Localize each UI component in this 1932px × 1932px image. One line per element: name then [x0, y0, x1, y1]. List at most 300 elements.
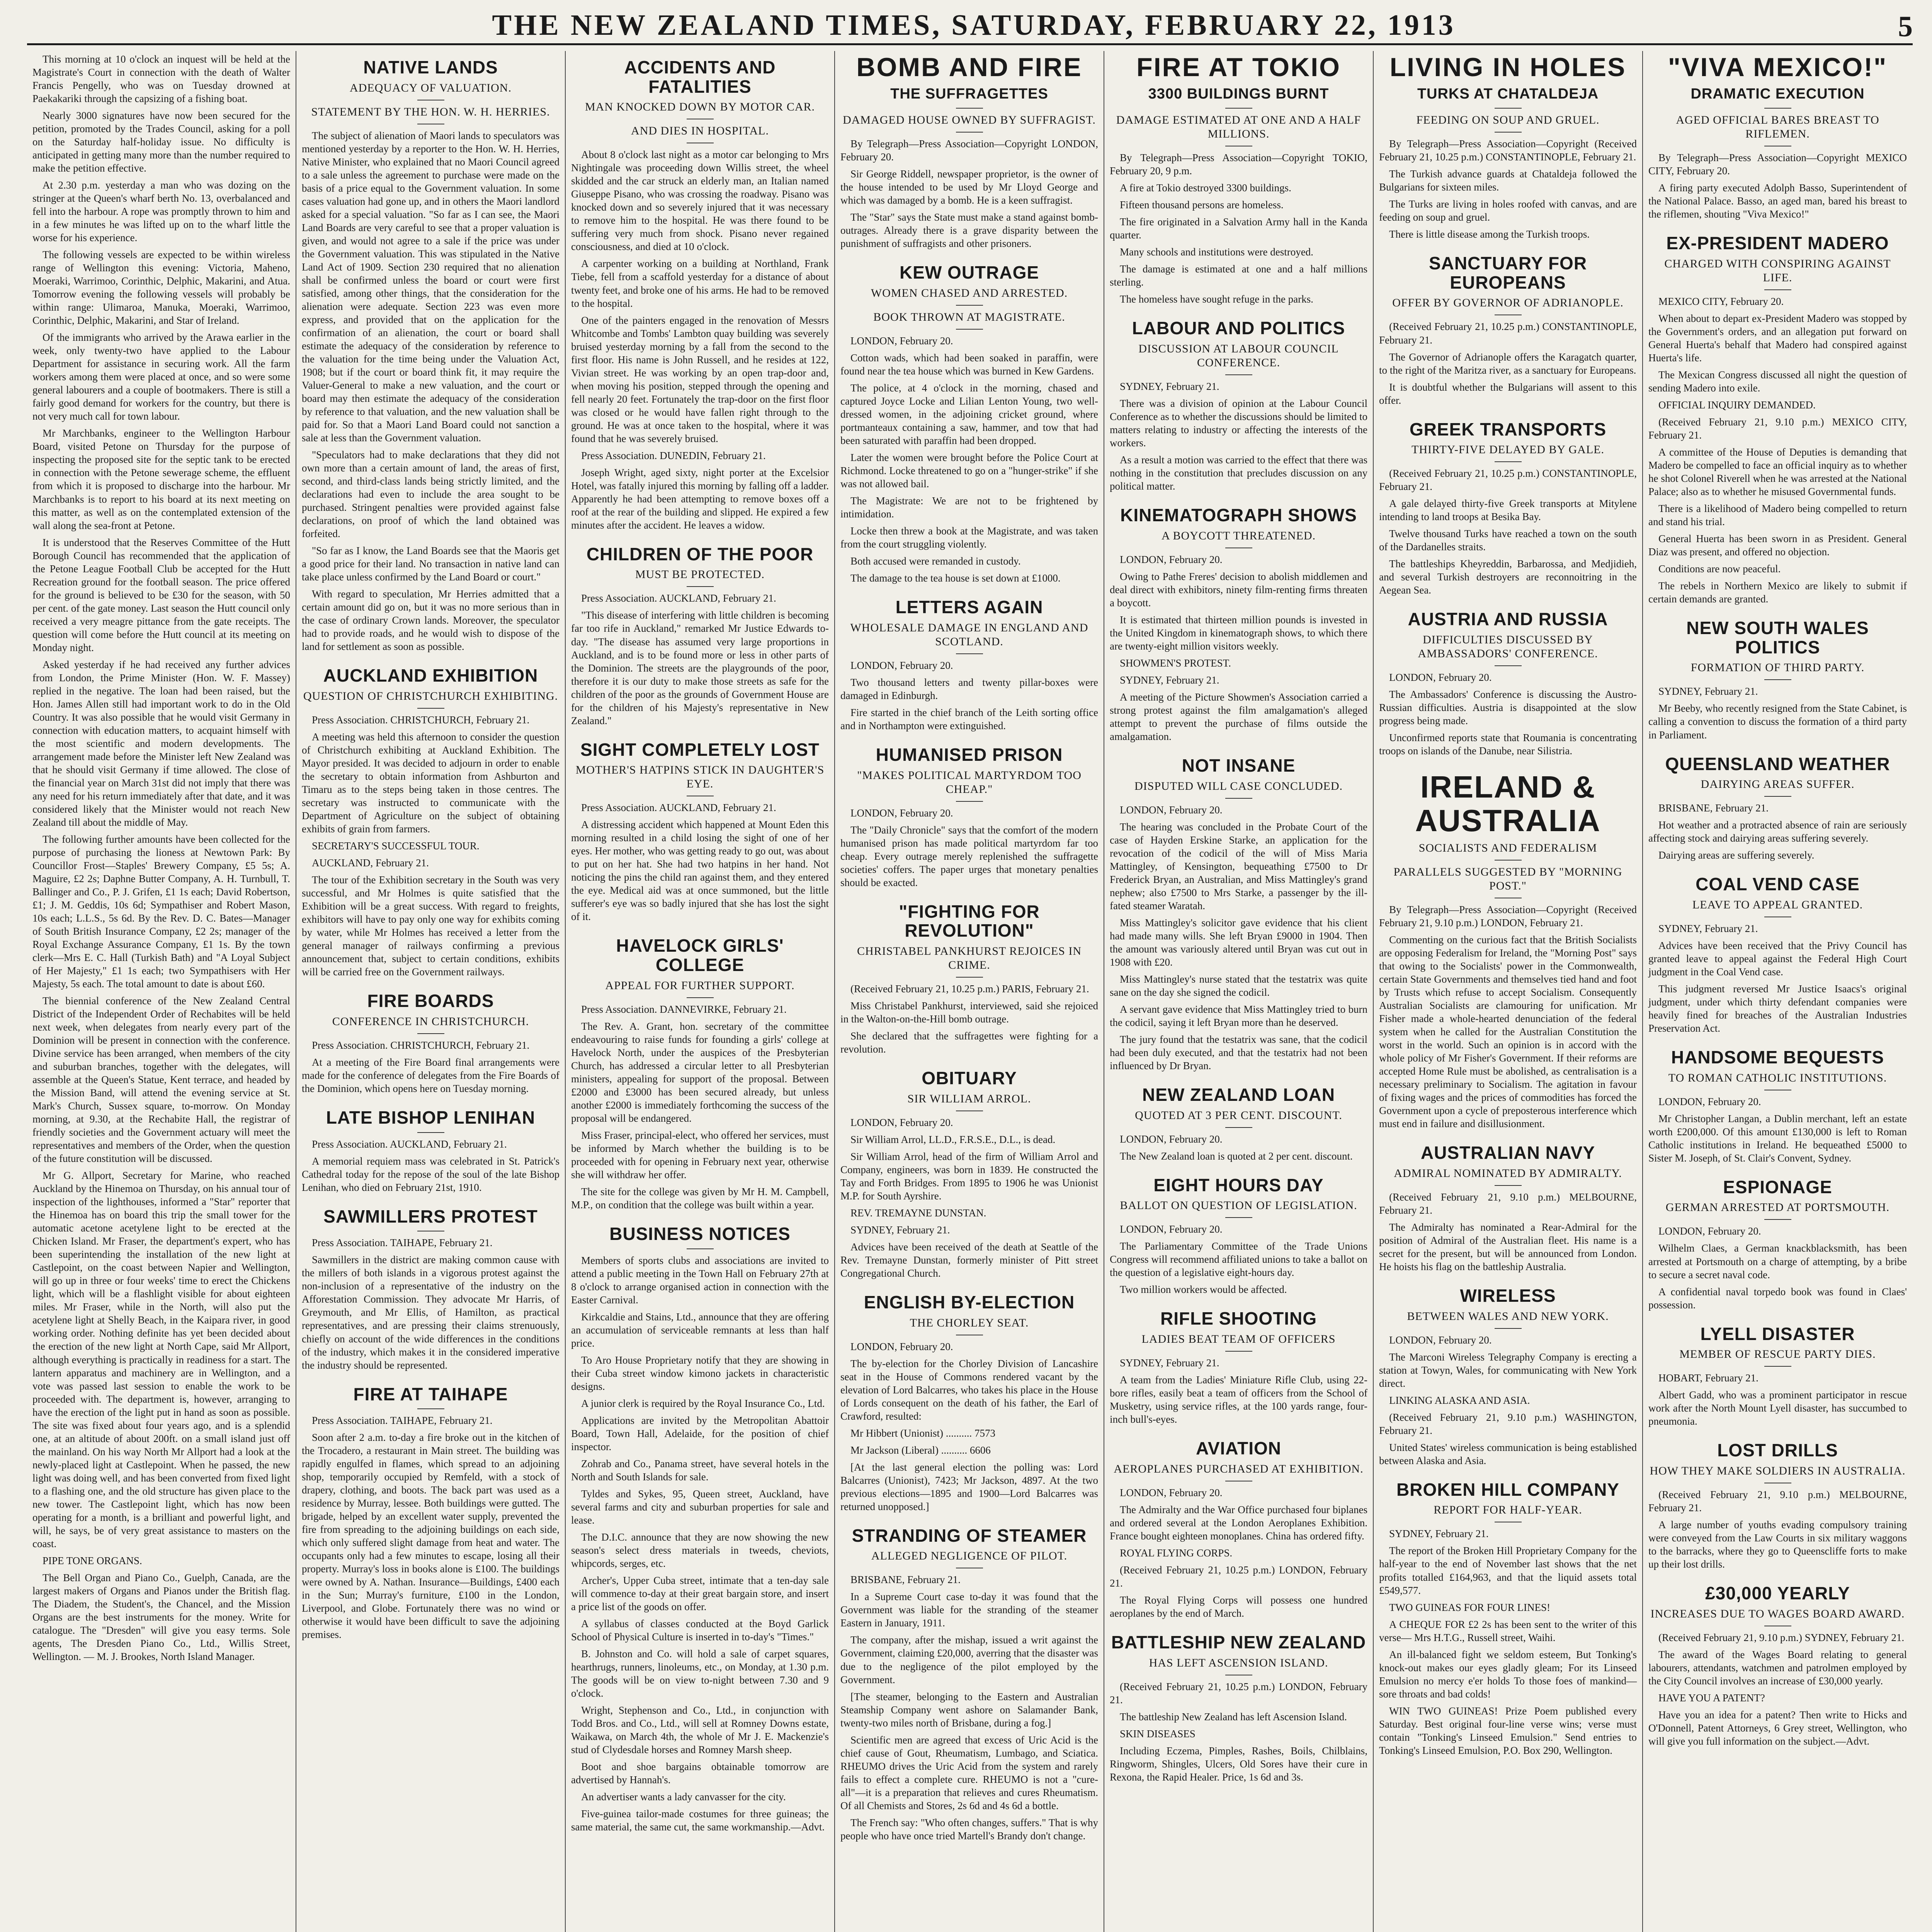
subheadline: DRAMATIC EXECUTION	[1690, 86, 1865, 102]
subheadline: BETWEEN WALES AND NEW YORK.	[1407, 1310, 1609, 1323]
article-paragraph: The damage is estimated at one and a half millions sterling.	[1110, 263, 1367, 288]
article-paragraph: Press Association. DUNEDIN, February 21.	[581, 449, 766, 461]
article-paragraph: Press Association. AUCKLAND, February 21.	[581, 802, 776, 814]
headline: ESPIONAGE	[1723, 1177, 1832, 1197]
subheadline: MAN KNOCKED DOWN BY MOTOR CAR.	[585, 100, 815, 114]
article-paragraph: Mr G. Allport, Secretary for Marine, who reached Auckland by the Hinemoa on Thursday, on his annual tour of inspection of the lighthouses, informed a "Star" reporter that the Hinemoa has on board this trip the small tower for the automatic acetone acetylene light to be erected at the Chicken Island. Mr Fraser, the department's expert, who has been superintending the installation of the new light at Castlepoint, on the coast between Napier and Wellington, will go up in three or four weeks' time to erect the Chickens light, which will be a flashlight visible for about eighteen miles. Mr Fraser, while in the North, will also put the acetylene light at Shelly Beach, in the Kaipara river, in good working order. Nothing definite has yet been decided about the erection of the new light at North Cape, said Mr Allport, although everything is practically in readiness for a start. The lantern apparatus and machinery are in Wellington, and a vote was passed last session to enable the work to be proceeded with. The department is, however, arranging to have the erection of the light put in hand as soon as possible. The site was fixed about four years ago, and is a splendid one, at an altitude of about 200ft. on a small island just off the mainland. On his way North Mr Allport had a look at the newly-placed light at Castlepoint. When he passed, the new light was doing well, and has been converted from fixed light to a flashing one, and the old structure has given place to the new tower. The Castlepoint light, which has now been operating for a month, is a brilliant and powerful light, and will, he says, be of very great assistance to masters on the coast.	[32, 1170, 290, 1549]
article-paragraph: (Received February 21, 9.10 p.m.) MELBOURNE, February 21.	[1379, 1191, 1637, 1216]
article	[1110, 319, 1367, 493]
article-paragraph: Mr Hibbert (Unionist) .......... 7573	[850, 1427, 995, 1439]
article	[571, 545, 829, 727]
article-paragraph: A confidential naval torpedo book was found in Claes' possession.	[1648, 1286, 1907, 1311]
article-paragraph: Cotton wads, which had been soaked in paraffin, were found near the tea house which was burned in Kew Gardens.	[840, 352, 1098, 377]
page-number: 5	[1898, 10, 1913, 43]
article-paragraph: Including Eczema, Pimples, Rashes, Boils, Chilblains, Ringworm, Shingles, Ulcers, Old Sores have their cure in Rexona, the Rapid Healer. Price, 1s 6d and 3s.	[1110, 1745, 1367, 1783]
article-paragraph: Sir George Riddell, newspaper proprietor, is the owner of the house intended to be used by Mr Lloyd George and which was damaged by a bomb. He is a keen suffragist.	[840, 168, 1098, 206]
subheadline: FORMATION OF THIRD PARTY.	[1690, 661, 1865, 674]
subheadline: FEEDING ON SOUP AND GRUEL.	[1416, 114, 1600, 127]
headline: LOST DRILLS	[1717, 1440, 1838, 1461]
headline: BUSINESS NOTICES	[609, 1224, 791, 1244]
article-paragraph: HOBART, February 21.	[1658, 1372, 1759, 1384]
article-paragraph: Sawmillers in the district are making common cause with the millers of both islands in a vigorous protest against the non-inclusion of a representative of the industry on the Afforestation Commission. They advocate Mr Harris, of Greymouth, and Mr Ellis, of Hamilton, as practical representatives, and are pressing their claims strenuously, chiefly on account of the wide differences in the conditions of the industry, which makes it in the considered imperative the industry should be represented.	[302, 1254, 560, 1371]
subheadline: OFFER BY GOVERNOR OF ADRIANOPLE.	[1392, 296, 1624, 310]
article-paragraph: Mr Christopher Langan, a Dublin merchant, left an estate worth £200,000. Of this amount £130,000 is left to Roman Catholic institutions in Ireland. He bequeathed £5000 to Sister M. Joseph, of St. Clair's Convent, Sydney.	[1648, 1112, 1907, 1164]
headline-rule	[956, 977, 983, 978]
headline-rule	[1495, 1185, 1522, 1186]
article-paragraph: The rebels in Northern Mexico are likely to submit if certain demands are granted.	[1648, 580, 1907, 605]
headline: NATIVE LANDS	[363, 57, 498, 77]
article-paragraph: A CHEQUE FOR £2 2s has been sent to the writer of this verse— Mrs H.T.G., Russell street, Waihi.	[1379, 1618, 1637, 1643]
column-1	[27, 51, 296, 1932]
article-paragraph: WIN TWO GUINEAS! Prize Poem published every Saturday. Best original four-line verse wins; verse must contain "Tonking's Linseed Emulsion." Send entries to Tonking's Linseed Emulsion, P.O. Box 290, Wellington.	[1379, 1705, 1637, 1756]
subheadline: APPEAL FOR FURTHER SUPPORT.	[605, 979, 795, 992]
article-paragraph: A distressing accident which happened at Mount Eden this morning resulted in a child losing the sight of one of her eyes. Her mother, who was getting ready to go out, was about to put on her hat. She had two hatpins in her hand. Not noticing the pins the child ran against them, and they entered the eye. Medical aid was at once summoned, but the little sufferer's eye was so badly injured that she has lost the sight of it.	[571, 819, 829, 923]
article-paragraph: The "Star" says the State must make a stand against bomb-outrages. Already there is a grave disparity between the punishment of suffragists and other prisoners.	[840, 211, 1098, 250]
subheadline: MEMBER OF RESCUE PARTY DIES.	[1679, 1348, 1876, 1361]
headline-rule	[1225, 1217, 1252, 1218]
article	[1110, 1439, 1367, 1620]
article	[571, 936, 829, 1211]
article-paragraph: Hot weather and a protracted absence of rain are seriously affecting stock and dairying areas suffering severely.	[1648, 819, 1907, 844]
article-paragraph: Miss Fraser, principal-elect, who offered her services, must be informed by March whether the building is to be proceeded with for opening in February next year, otherwise she will withdraw her offer.	[571, 1129, 829, 1180]
article-paragraph: SYDNEY, February 21.	[1120, 674, 1219, 686]
headline-rule	[1764, 796, 1791, 797]
article-paragraph: Fire started in the chief branch of the Leith sorting office and in Northampton were extinguished.	[840, 706, 1098, 731]
article-paragraph: A syllabus of classes conducted at the Boyd Garlick School of Physical Culture is inserted in to-day's "Times."	[571, 1618, 829, 1643]
headline-rule	[417, 1033, 444, 1034]
article-paragraph: BRISBANE, February 21.	[850, 1574, 961, 1586]
article	[840, 902, 1098, 1056]
article-paragraph: The award of the Wages Board relating to general labourers, attendants, watchmen and patrolmen employed by the City Council involves an increase of £30,000 yearly.	[1648, 1648, 1907, 1687]
subheadline: SOCIALISTS AND FEDERALISM	[1418, 841, 1597, 854]
article-paragraph: Members of sports clubs and associations are invited to attend a public meeting in the Town Hall on February 27th at 8 o'clock to arrange organised action in connection with the Easter Carnival.	[571, 1254, 829, 1306]
article-paragraph: The following vessels are expected to be within wireless range of Wellington this evening: Victoria, Maheno, Moeraki, Warrimoo, Corinthic, Delphic, Makarini, and Atua. Tomorrow evening the following vessels will probably be within range: Ulimaroa, Manuka, Moeraki, Warrimoo, Corinthic, Delphic, Makarini, and Star of Ireland.	[32, 249, 290, 327]
article	[1379, 53, 1637, 241]
article	[302, 1385, 560, 1641]
article-paragraph: (Received February 21, 9.10 p.m.) SYDNEY, February 21.	[1658, 1631, 1905, 1643]
article-paragraph: Applications are invited by the Metropolitan Abattoir Board, Town Hall, Adelaide, for the position of chief inspector.	[571, 1414, 829, 1452]
article	[302, 992, 560, 1095]
subheadline: QUOTED AT 3 PER CENT. DISCOUNT.	[1135, 1109, 1342, 1122]
article-paragraph: The site for the college was given by Mr H. M. Campbell, M.P., on condition that the college was built within a year.	[571, 1185, 829, 1211]
article-paragraph: The Marconi Wireless Telegraphy Company is erecting a station at Towyn, Wales, for communicating with New York direct.	[1379, 1351, 1637, 1389]
subheadline: REPORT FOR HALF-YEAR.	[1434, 1503, 1582, 1517]
headline: LYELL DISASTER	[1700, 1323, 1855, 1344]
headline: £30,000 YEARLY	[1705, 1583, 1850, 1604]
column-5	[1104, 51, 1374, 1932]
article-paragraph: "Speculators had to make declarations that they did not own more than a certain amount of land, the areas of first, second, and third-class lands being strictly limited, and the declarations had even to include the area sought to be purchased. Stringent penalties were provided against false declarations, on proof of which the land obtained was forfeited.	[302, 449, 560, 540]
subheadline: DISCUSSION AT LABOUR COUNCIL CONFERENCE.	[1138, 342, 1339, 369]
article-paragraph: The jury found that the testatrix was sane, that the codicil had been duly executed, and that the testatrix had not been influenced by Dr Bryan.	[1110, 1033, 1367, 1071]
article	[1379, 254, 1637, 406]
article	[302, 1108, 560, 1194]
subheadline: A BOYCOTT THREATENED.	[1161, 529, 1316, 542]
article	[1110, 1176, 1367, 1296]
headline-rule	[417, 1408, 444, 1409]
article-paragraph: LONDON, February 20.	[850, 807, 953, 819]
headline: STRANDING OF STEAMER	[852, 1525, 1087, 1546]
subheadline: "MAKES POLITICAL MARTYRDOM TOO CHEAP."	[857, 769, 1082, 796]
subheadline: ADMIRAL NOMINATED BY ADMIRALTY.	[1394, 1167, 1622, 1180]
article-paragraph: The Parliamentary Committee of the Trade Unions Congress will recommend affiliated unions to take a ballot on the question of a legislative eight-hours day.	[1110, 1240, 1367, 1279]
article	[302, 1207, 560, 1372]
article	[32, 53, 290, 1663]
article-paragraph: Later the women were brought before the Police Court at Richmond. Locke threatened to go on a "hunger-strike" if she was not allowed bail.	[840, 451, 1098, 490]
article-paragraph: The damage to the tea house is set down at £1000.	[850, 572, 1061, 584]
subheadline: CONFERENCE IN CHRISTCHURCH.	[332, 1015, 529, 1028]
article-paragraph: With regard to speculation, Mr Herries admitted that a certain amount did go on, but it was no more serious than in the case of ordinary Crown lands. Moreover, the speculator had to provide roads, and he would wish to dispose of the land for settlement as soon as possible.	[302, 588, 560, 653]
article	[1379, 420, 1637, 597]
article-paragraph: Wilhelm Claes, a German knackblacksmith, has been arrested at Portsmouth on a charge of attempting, by a bribe to secure a secret naval code.	[1648, 1242, 1907, 1281]
article-paragraph: The Admiralty and the War Office purchased four biplanes and ordered several at the London Aeroplanes Exhibition. France bought eighteen monoplanes. China has ordered fifty.	[1110, 1503, 1367, 1542]
headline: LIVING IN HOLES	[1389, 53, 1626, 82]
headline: KEW OUTRAGE	[899, 262, 1039, 283]
subheadline: DAMAGE ESTIMATED AT ONE AND A HALF MILLIONS.	[1116, 114, 1361, 141]
subheadline: WHOLESALE DAMAGE IN ENGLAND AND SCOTLAND.	[850, 621, 1088, 648]
article-paragraph: (Received February 21, 9.10 p.m.) MELBOURNE, February 21.	[1648, 1488, 1907, 1514]
article	[1379, 610, 1637, 757]
article-paragraph: Joseph Wright, aged sixty, night porter at the Excelsior Hotel, was fatally injured this morning by falling off a ladder. Apparently he had been attempting to remove boxes off a roof at the rear of the building and slipped. He expired a few minutes after the accident. He leaves a widow.	[571, 466, 829, 531]
headline: SIGHT COMPLETELY LOST	[580, 739, 820, 760]
article	[1110, 53, 1367, 306]
article-paragraph: By Telegraph—Press Association—Copyright (Received February 21, 10.25 p.m.) CONSTANTINOPLE, February 21.	[1379, 138, 1637, 163]
headline-rule	[1495, 132, 1522, 133]
article-paragraph: The Mexican Congress discussed all night the question of sending Madero into exile.	[1648, 369, 1907, 394]
article-paragraph: SYDNEY, February 21.	[1658, 685, 1758, 697]
sub-divider	[1495, 108, 1522, 109]
subheadline: QUESTION OF CHRISTCHURCH EXHIBITING.	[303, 689, 558, 702]
headline: QUEENSLAND WEATHER	[1665, 753, 1890, 774]
headline: HANDSOME BEQUESTS	[1671, 1047, 1884, 1068]
article-paragraph: One of the painters engaged in the renovation of Messrs Whitcombe and Tombs' Lambton quay building was severely bruised yesterday morning by a fall from the second to the first floor. His name is John Russell, and he resides at 122, Vivian street. He was working by an open trap-door and, when moving his position, stepped through the opening and fell nearly 20 feet. Fortunately the trap-door on the first floor was closed or he would have fallen right through to the ground. He was at once taken to the hospital, where it was found that he was severely bruised.	[571, 314, 829, 444]
subheadline: TURKS AT CHATALDEJA	[1417, 86, 1599, 102]
headline-rule	[1495, 665, 1522, 666]
headline: BROKEN HILL COMPANY	[1396, 1479, 1619, 1500]
subheadline: THE CHORLEY SEAT.	[910, 1316, 1029, 1329]
article-paragraph: A carpenter working on a building at Northland, Frank Tiebe, fell from a scaffold yesterday for a distance of about twenty feet, and broke one of his arms. He had to be removed to the hospital.	[571, 258, 829, 309]
article-paragraph: There is a likelihood of Madero being compelled to return and stand his trial.	[1648, 503, 1907, 528]
article-paragraph: The report of the Broken Hill Proprietary Company for the half-year to the end of November last shows that the net profits totalled £164,963, and that the liquid assets total £549,577.	[1379, 1545, 1637, 1596]
article-paragraph: (Received February 21, 9.10 p.m.) WASHINGTON, February 21.	[1379, 1411, 1637, 1436]
article-paragraph: (Received February 21, 10.25 p.m.) CONSTANTINOPLE, February 21.	[1379, 468, 1637, 493]
article-paragraph: SYDNEY, February 21.	[1658, 922, 1758, 934]
article-paragraph: The police, at 4 o'clock in the morning, chased and captured Joyce Locke and Lilian Lenton Young, two well-dressed women, in the adjoining cricket ground, where portmanteaux containing a saw, hammer, and tow that had been saturated with paraffin had been dropped.	[840, 382, 1098, 446]
headline-rule	[417, 1132, 444, 1133]
article	[571, 58, 829, 532]
article	[1648, 1178, 1907, 1311]
article-paragraph: LONDON, February 20.	[850, 659, 953, 671]
subheadline: AEROPLANES PURCHASED AT EXHIBITION.	[1114, 1462, 1364, 1475]
subheadline: INCREASES DUE TO WAGES BOARD AWARD.	[1650, 1607, 1905, 1620]
article-paragraph: MEXICO CITY, February 20.	[1658, 295, 1784, 307]
article-paragraph: (Received February 21, 10.25 p.m.) PARIS, February 21.	[850, 983, 1089, 995]
article-paragraph: LONDON, February 20.	[1658, 1225, 1761, 1237]
subheadline: ALLEGED NEGLIGENCE OF PILOT.	[871, 1549, 1068, 1563]
article-paragraph: LONDON, February 20.	[1658, 1095, 1761, 1107]
article-paragraph: The New Zealand loan is quoted at 2 per cent. discount.	[1120, 1150, 1353, 1162]
article	[840, 53, 1098, 250]
article-paragraph: LONDON, February 20.	[1120, 1223, 1223, 1235]
article-paragraph: (Received February 21, 10.25 p.m.) CONSTANTINOPLE, February 21.	[1379, 321, 1637, 346]
headline: ENGLISH BY-ELECTION	[864, 1292, 1075, 1312]
article-paragraph: SYDNEY, February 21.	[850, 1224, 950, 1236]
article-paragraph: A junior clerk is required by the Royal Insurance Co., Ltd.	[581, 1397, 825, 1409]
headline: LATE BISHOP LENIHAN	[326, 1107, 536, 1128]
subheadline: LEAVE TO APPEAL GRANTED.	[1692, 898, 1863, 911]
column-2	[296, 51, 566, 1932]
headline: AVIATION	[1196, 1438, 1281, 1459]
headline-rule	[956, 653, 983, 654]
article	[1110, 756, 1367, 1072]
article-paragraph: LONDON, February 20.	[1120, 804, 1223, 816]
article-paragraph: A memorial requiem mass was celebrated in St. Patrick's Cathedral today for the repose of the soul of the late Bishop Lenihan, who died on February 21st, 1910.	[302, 1155, 560, 1193]
article-paragraph: A gale delayed thirty-five Greek transports at Mitylene intending to land troops at Besika Bay.	[1379, 498, 1637, 523]
article-paragraph: SYDNEY, February 21.	[1120, 380, 1219, 392]
subheadline: HAS LEFT ASCENSION ISLAND.	[1149, 1656, 1328, 1669]
article-paragraph: The battleships Kheyreddin, Barbarossa, and Medjidieh, and several Turkish destroyers are reconnoitring in the Aegean Sea.	[1379, 558, 1637, 596]
article	[1648, 755, 1907, 862]
headline: IRELAND & AUSTRALIA	[1415, 770, 1601, 838]
headline-rule	[687, 586, 714, 587]
subheadline: DAIRYING AREAS SUFFER.	[1701, 778, 1855, 791]
article	[1648, 1325, 1907, 1428]
article-paragraph: A fire at Tokio destroyed 3300 buildings.	[1120, 182, 1291, 194]
subheadline: PARALLELS SUGGESTED BY "MORNING POST."	[1393, 865, 1622, 892]
article-paragraph: Two million workers would be affected.	[1120, 1284, 1287, 1296]
article	[840, 263, 1098, 585]
article-paragraph: LONDON, February 20.	[1389, 1334, 1492, 1346]
subheadline: AND DIES IN HOSPITAL.	[631, 124, 769, 138]
article	[840, 1069, 1098, 1280]
article-paragraph: When about to depart ex-President Madero was stopped by the Government's orders, and an allegation put forward on General Huerta's behalf that Madero had conspired against Huerta's life.	[1648, 312, 1907, 364]
subheadline: LADIES BEAT TEAM OF OFFICERS	[1141, 1332, 1336, 1345]
article-paragraph: Of the immigrants who arrived by the Arawa earlier in the week, only twenty-two have applied to the Labour Department for assistance in securing work. All the farm workers among them were placed at once, and so were some general labourers and a couple of bootmakers. There is still a fairly good demand for workers for the country, but there is not very much call for town labour.	[32, 332, 290, 422]
article-paragraph: Nearly 3000 signatures have now been secured for the petition, promoted by the Trades Council, asking for a poll on the Saturday half-holiday issue. No difficulty is anticipated in getting many more than the number required to make the petition effective.	[32, 110, 290, 174]
headline: EX-PRESIDENT MADERO	[1666, 233, 1889, 253]
sub-divider	[1495, 860, 1522, 861]
headline-rule	[956, 801, 983, 802]
article-paragraph: Commenting on the curious fact that the British Socialists are opposing Federalism for Ireland, the "Morning Post" says that owing to the Socialists' power in the Commonwealth, certain State Governments and themselves tied hand and foot by Trusts which refuse to accept Socialism. Consequently Australian Socialists are clamouring for unification. Mr Fisher made a whole-hearted denunciation of the federal system when he called for the Australian Constitution the worst in the world. Such an opinion is in accord with the whole policy of Mr Fisher's Government. If their reforms are accepted Home Rule must be abolished, as centralisation is a necessary preliminary to Socialism. The agitation in favour of fixing wages and the prices of commodities has forced the Government upon a cycle of preposterous interference which must end in failure and disillusionment.	[1379, 934, 1637, 1130]
article-paragraph: The Admiralty has nominated a Rear-Admiral for the position of Admiral of the Australian fleet. His name is a secret for the present, but will be announced from London. He hoists his flag on the battleship Australia.	[1379, 1221, 1637, 1272]
article-paragraph: BRISBANE, February 21.	[1658, 802, 1769, 814]
article-paragraph: Press Association. AUCKLAND, February 21.	[312, 1138, 507, 1150]
article-paragraph: (Received February 21, 9.10 p.m.) MEXICO CITY, February 21.	[1648, 416, 1907, 441]
headline: NEW SOUTH WALES POLITICS	[1686, 618, 1869, 657]
article-paragraph: The D.I.C. announce that they are now showing the new season's select dress materials in tweeds, cheviots, whipcords, serges, etc.	[571, 1531, 829, 1569]
article	[1379, 1480, 1637, 1757]
article-paragraph: It is doubtful whether the Bulgarians will assent to this offer.	[1379, 381, 1637, 406]
article-paragraph: (Received February 21, 10.25 p.m.) LONDON, February 21.	[1110, 1680, 1367, 1706]
article-paragraph: Mr Beeby, who recently resigned from the State Cabinet, is calling a convention to discuss the formation of a third party in Parliament.	[1648, 702, 1907, 741]
article-paragraph: By Telegraph—Press Association—Copyright TOKIO, February 20, 9 p.m.	[1110, 152, 1367, 177]
subheadline: SIR WILLIAM ARROL.	[907, 1092, 1031, 1105]
article-paragraph: Boot and shoe bargains obtainable tomorrow are advertised by Hannah's.	[571, 1761, 829, 1786]
subheadline: ADEQUACY OF VALUATION.	[350, 81, 512, 94]
subheadline: TO ROMAN CATHOLIC INSTITUTIONS.	[1668, 1071, 1887, 1084]
article-paragraph: The Magistrate: We are not to be frightened by intimidation.	[840, 495, 1098, 520]
article-paragraph: There is little disease among the Turkish troops.	[1389, 228, 1590, 240]
article	[302, 58, 560, 653]
headline: AUCKLAND EXHIBITION	[323, 665, 538, 686]
article-paragraph: This morning at 10 o'clock an inquest will be held at the Magistrate's Court in connection with the death of Walter Francis Pengelly, who was on Tuesday drowned at Paekakariki through the capsizing of a fishing boat.	[32, 53, 290, 105]
columns-container	[27, 51, 1913, 1932]
headline: BATTLESHIP NEW ZEALAND	[1111, 1632, 1366, 1652]
article-paragraph: In a Supreme Court case to-day it was found that the Government was liable for the stranding of the steamer Eastern in January, 1911.	[840, 1591, 1098, 1629]
article-paragraph: PIPE TONE ORGANS.	[43, 1554, 142, 1566]
article-paragraph: Soon after 2 a.m. to-day a fire broke out in the kitchen of the Trocadero, a restaurant in Main street. The building was rapidly engulfed in flames, which spread to an adjoining shop, temporarily occupied by Remfeld, with a stock of drapery, clothing, and boots. The back part was used as a residence by Murray, lessee. Both buildings were gutted. The brigade, helped by an excellent water supply, prevented the fire from spreading to the adjoining buildings on each side, which only suffered slight damage from heat and water. The occupants only had a few minutes to escape, losing all their property. Murray's loss in books alone is £100. The buildings were owned by A. Nathan. Insurance—Buildings, £400 each in the Sun; Murray's furniture, £100 in the London, Liverpool, and Globe. Fortunately there was no wind or otherwise it would have been difficult to save the adjoining premises.	[302, 1432, 560, 1641]
article-paragraph: The company, after the mishap, issued a writ against the Government, claiming £20,000, averring that the disaster was due to the negligence of the pilot employed by the Government.	[840, 1634, 1098, 1685]
column-7	[1643, 51, 1912, 1932]
article-paragraph: LONDON, February 20.	[1120, 1133, 1223, 1145]
sub-divider	[1225, 108, 1252, 109]
article-paragraph: Albert Gadd, who was a prominent participator in rescue work after the North Mount Lyell disaster, has succumbed to pneumonia.	[1648, 1389, 1907, 1427]
article-paragraph: The battleship New Zealand has left Ascension Island.	[1120, 1711, 1347, 1723]
headline: AUSTRALIAN NAVY	[1420, 1143, 1595, 1163]
article-paragraph: Sir William Arrol, LL.D., F.R.S.E., D.L., is dead.	[850, 1133, 1056, 1145]
article-paragraph: Zohrab and Co., Panama street, have several hotels in the North and South Islands for sale.	[571, 1458, 829, 1483]
article-paragraph: Press Association. CHRISTCHURCH, February 21.	[312, 714, 530, 726]
article-paragraph: LONDON, February 20.	[1389, 672, 1492, 684]
article-paragraph: SYDNEY, February 21.	[1120, 1357, 1219, 1369]
subheadline: STATEMENT BY THE HON. W. H. HERRIES.	[311, 105, 550, 118]
article-paragraph: Miss Mattingley's solicitor gave evidence that his client had made many wills. She left Bryan £9000 in 1904. Then the amount was variously altered until Bryan was cut out in 1908 with £20.	[1110, 917, 1367, 968]
headline-rule	[1764, 289, 1791, 290]
article-paragraph: HAVE YOU A PATENT?	[1658, 1692, 1765, 1704]
article-paragraph: Wright, Stephenson and Co., Ltd., in conjunction with Todd Bros. and Co., Ltd., will sell at Romney Downs estate, Waikawa, on March 4th, the whole of Mr J. E. Mackenzie's stud of Clydesdale horses and Romney Marsh sheep.	[571, 1704, 829, 1756]
article-paragraph: By Telegraph—Press Association—Copyright (Received February 21, 9.10 p.m.) LONDON, February 21.	[1379, 903, 1637, 929]
headline: FIRE BOARDS	[367, 991, 494, 1011]
headline: HUMANISED PRISON	[876, 744, 1063, 765]
headline: COAL VEND CASE	[1696, 874, 1860, 895]
article-paragraph: Press Association. CHRISTCHURCH, February 21.	[312, 1039, 530, 1051]
article-paragraph: The following further amounts have been collected for the purpose of purchasing the lioness at Newtown Park: By Councillor Frost—Staples' Brewery Company, £5 5s; A. Maguire, £2 2s; Daphne Butter Company, A. H. Turnbull, T. Ballinger and Co., P. J. Grifen, £1 1s each; David Robertson, £1; J. M. Geddis, 10s 6d; Sympathiser and Robert Mason, 10s each; L.L.S., 5s 6d. By the Rev. D. C. Bates—Manager of South British Insurance Company, £2 2s; manager of the Royal Exchange Assurance Company, £1 1s. By the town clerk—Mrs E. C. Hall (Turkish Bath) and "A Loyal Subject of Her Majesty," £1 1s each; two Sympathisers with Her Majesty, 5s each. The total amount to date is about £60.	[32, 833, 290, 990]
article-paragraph: Press Association. AUCKLAND, February 21.	[581, 592, 776, 604]
article-paragraph: [The steamer, belonging to the Eastern and Australian Steamship Company went ashore on Salamander Bank, twenty-two miles north of Brisbane, during a fog.]	[840, 1690, 1098, 1729]
headline: AUSTRIA AND RUSSIA	[1408, 609, 1608, 629]
headline: KINEMATOGRAPH SHOWS	[1120, 505, 1357, 525]
headline: NEW ZEALAND LOAN	[1142, 1084, 1335, 1105]
article-paragraph: "This disease of interfering with little children is becoming far too rife in Auckland," remarked Mr Justice Edwards to-day. "The disease has assumed very large proportions in Auckland, and is to be found more or less in other parts of the Dominion. The streets are the playgrounds of the poor, therefore it is our duty to make those streets as safe for the children of the poor as the grounds of Government House are for the children of his Majesty's representative in New Zealand."	[571, 609, 829, 726]
article-paragraph: A meeting of the Picture Showmen's Association carried a strong protest against the film amalgamation's alleged attempt to prevent the purchase of films outside the amalgamation.	[1110, 691, 1367, 742]
article-paragraph: At 2.30 p.m. yesterday a man who was dozing on the stringer at the Queen's wharf berth No. 13, overbalanced and fell into the harbour. A rope was promptly thrown to him and in a few minutes he was lifted up on to the wharf little the worse for his experience.	[32, 179, 290, 244]
article-paragraph: Unconfirmed reports state that Roumania is concentrating troops on islands of the Danube, near Silistria.	[1379, 732, 1637, 757]
headline-rule	[1495, 1328, 1522, 1329]
article-paragraph: United States' wireless communication is being established between Alaska and Asia.	[1379, 1441, 1637, 1466]
article	[1648, 875, 1907, 1035]
article-paragraph: Two thousand letters and twenty pillar-boxes were damaged in Edinburgh.	[840, 676, 1098, 701]
article-paragraph: (Received February 21, 10.25 p.m.) LONDON, February 21.	[1110, 1564, 1367, 1589]
headline-rule	[1225, 374, 1252, 375]
headline: SAWMILLERS PROTEST	[323, 1206, 538, 1226]
article-paragraph: Press Association. TAIHAPE, February 21.	[312, 1237, 493, 1249]
article-paragraph: Advices have been received of the death at Seattle of the Rev. Tremayne Dunstan, formerly minister of Pitt street Congregational Church.	[840, 1241, 1098, 1279]
article	[1648, 53, 1907, 221]
article-paragraph: The French say: "Who often changes, suffers." That is why people who have once tried Martell's Brandy don't change.	[840, 1816, 1098, 1842]
subheadline: WOMEN CHASED AND ARRESTED.	[871, 286, 1068, 299]
article-paragraph: SYDNEY, February 21.	[1389, 1528, 1489, 1540]
headline: "FIGHTING FOR REVOLUTION"	[899, 901, 1040, 941]
column-3	[566, 51, 835, 1932]
article-paragraph: Twelve thousand Turks have reached a town on the south of the Dardanelles straits.	[1379, 528, 1637, 553]
article	[1648, 1584, 1907, 1748]
headline-rule	[956, 329, 983, 330]
article-paragraph: At a meeting of the Fire Board final arrangements were made for the conference of delegates from the Fire Boards of the Dominion, which opens here on Tuesday morning.	[302, 1056, 560, 1094]
article	[840, 745, 1098, 889]
article	[840, 1526, 1098, 1842]
article	[1648, 1441, 1907, 1571]
article-paragraph: Tyldes and Sykes, 95, Queen street, Auckland, have several farms and city and suburban properties for sale and lease.	[571, 1488, 829, 1526]
article-paragraph: REV. TREMAYNE DUNSTAN.	[850, 1207, 986, 1219]
article-paragraph: Sir William Arrol, head of the firm of William Arrol and Company, engineers, was born in 1839. He constructed the Tay and Forth Bridges. From 1895 to 1906 he was Unionist M.P. for South Ayrshire.	[840, 1150, 1098, 1202]
article-paragraph: The tour of the Exhibition secretary in the South was very successful, and Mr Holmes is quite satisfied that the Exhibition will be a great success. With regard to freights, exhibitors will have to pay only one way for exhibits coming by water, while Mr Holmes has received a letter from the general manager of railways confirming a previous announcement that, subject to certain conditions, exhibits will be carried free on the Government railways.	[302, 874, 560, 978]
article-paragraph: Conditions are now peaceful.	[1658, 563, 1781, 575]
article-paragraph: It is understood that the Reserves Committee of the Hutt Borough Council has recommended that the application of the Petone League Football Club be accepted for the Hutt Recreation ground for the football season. The price offered for the ground is believed to be £30 for the season, with 50 per cent. of the gate money. Last season the Hutt council only received a very meagre pittance from the gate receipts. The question will come before the Hutt council at its meeting on Monday night.	[32, 536, 290, 653]
headline: RIFLE SHOOTING	[1160, 1308, 1317, 1329]
article-paragraph: The biennial conference of the New Zealand Central District of the Independent Order of Rechabites will be held next week, when delegates from nearly every part of the Dominion will be present in connection with the conference. Divine service has been arranged, when members of the city and suburban branches, together with the delegates, will assemble at the Queen's Statue, Kent terrace, and headed by the Mission Band, will attend the evening service at St. Mark's Church, Sussex square, to-morrow. On Monday morning, at 9.30, at the Rechabite Hall, the registrar of friendly societies and the Government actuary will meet the representatives and members of the Order, when the question of the future constitution will be discussed.	[32, 995, 290, 1165]
article-paragraph: Miss Christabel Pankhurst, interviewed, said she rejoiced in the Walton-on-the-Hill bomb outrage.	[840, 1000, 1098, 1025]
subheadline: 3300 BUILDINGS BURNT	[1148, 86, 1329, 102]
article-paragraph: The Ambassadors' Conference is discussing the Austro-Russian difficulties. Austria is disappointed at the slow progress being made.	[1379, 689, 1637, 727]
article-paragraph: Both accused were remanded in custody.	[850, 555, 1021, 567]
headline: BOMB AND FIRE	[856, 53, 1082, 82]
article-paragraph: A large number of youths evading compulsory training were conveyed from the Law Courts in six military waggons to the barracks, where they go to Queenscliffe forts to make up their lost drills.	[1648, 1519, 1907, 1570]
article	[1110, 506, 1367, 743]
subheadline: MOTHER'S HATPINS STICK IN DAUGHTER'S EYE.	[575, 764, 825, 791]
sub-divider	[956, 305, 983, 306]
subheadline: BALLOT ON QUESTION OF LEGISLATION.	[1120, 1199, 1357, 1212]
article	[1379, 770, 1637, 1130]
article-paragraph: By Telegraph—Press Association—Copyright LONDON, February 20.	[840, 138, 1098, 163]
article-paragraph: LONDON, February 20.	[1120, 553, 1223, 565]
headline-rule	[1225, 1127, 1252, 1128]
headline: LABOUR AND POLITICS	[1132, 318, 1345, 338]
article-paragraph: Press Association. TAIHAPE, February 21.	[312, 1415, 493, 1427]
article	[1110, 1085, 1367, 1163]
article	[571, 740, 829, 923]
article	[1648, 1048, 1907, 1165]
article-paragraph: The Bell Organ and Piano Co., Guelph, Canada, are the largest makers of Organs and Pianos under the British flag. The Diadem, the Student's, the Chancel, and the Mission Organs are the best instruments for the money. Write for catalogue. The "Dresden" will give you easy terms. Sole agents, The Dresden Piano Co., Ltd., Willis Street, Wellington. — M. J. Brookes, North Island Manager.	[32, 1571, 290, 1662]
subheadline: THIRTY-FIVE DELAYED BY GALE.	[1412, 443, 1604, 456]
subheadline: DISPUTED WILL CASE CONCLUDED.	[1134, 779, 1343, 793]
headline: ACCIDENTS AND FATALITIES	[624, 57, 776, 97]
article-paragraph: Locke then threw a book at the Magistrate, and was taken from the court struggling violently.	[840, 525, 1098, 550]
article-paragraph: Have you an idea for a patent? Then write to Hicks and O'Donnell, Patent Attorneys, 6 Grey street, Wellington, who will give you full information on the subject.—Advt.	[1648, 1709, 1907, 1747]
headline-rule	[1764, 1366, 1791, 1367]
article	[1648, 234, 1907, 605]
article-paragraph: LONDON, February 20.	[850, 1340, 953, 1352]
headline: EIGHT HOURS DAY	[1153, 1175, 1324, 1195]
article-paragraph: Mr Marchbanks, engineer to the Wellington Harbour Board, visited Petone on Thursday for the purpose of inspecting the proposed site for the septic tank to be erected in connection with the Petone sewerage scheme, the effluent from which it is proposed to discharge into the harbour. Mr Marchbanks is to report to his board at its next meeting on this matter, as well as on the contemplated extension of the wall along the sea-front at Petone.	[32, 427, 290, 531]
article-paragraph: An advertiser wants a lady canvasser for the city.	[581, 1791, 786, 1803]
article-paragraph: A committee of the House of Deputies is demanding that Madero be compelled to face an official inquiry as to whether he shot Colonel Riverell when he was arrested at the National Palace; also as to whether he misused Governmental funds.	[1648, 446, 1907, 497]
headline: FIRE AT TAIHAPE	[353, 1384, 508, 1404]
subheadline: DAMAGED HOUSE OWNED BY SUFFRAGIST.	[843, 114, 1096, 127]
article	[840, 1293, 1098, 1513]
subheadline: HOW THEY MAKE SOLDIERS IN AUSTRALIA.	[1650, 1464, 1906, 1477]
article-paragraph: A team from the Ladies' Miniature Rifle Club, using 22-bore rifles, easily beat a team of officers from the School of Musketry, using service rifles, at the 100 yards range, four-inch bull's-eyes.	[1110, 1374, 1367, 1425]
article-paragraph: Mr Jackson (Liberal) .......... 6606	[850, 1444, 991, 1456]
article-paragraph: To Aro House Proprietary notify that they are showing in their Cuba street window kimono jackets in characteristic designs.	[571, 1354, 829, 1392]
article-paragraph: The hearing was concluded in the Probate Court of the case of Hayden Erskine Starke, an application for the revocation of the codicil of the will of Miss Maria Mattingley, of Kensington, bequeathing £7500 to Dr Frederick Bryan, an Australian, and Miss Mattingley's grand nephew; also £7500 to Mrs Starke, a passenger by the ill-fated steamer Waratah.	[1110, 821, 1367, 912]
subheadline: BOOK THROWN AT MAGISTRATE.	[873, 310, 1065, 323]
subheadline: MUST BE PROTECTED.	[635, 568, 765, 581]
column-4	[835, 51, 1104, 1932]
article-paragraph: ROYAL FLYING CORPS.	[1120, 1547, 1233, 1559]
headline-rule	[1225, 1351, 1252, 1352]
article-paragraph: As a result a motion was carried to the effect that there was nothing in the constitution that precludes discussion on any political matter.	[1110, 454, 1367, 492]
article	[571, 1225, 829, 1833]
article-paragraph: Five-guinea tailor-made costumes for three guineas; the same material, the same cut, the same workmanship.—Advt.	[571, 1808, 829, 1833]
